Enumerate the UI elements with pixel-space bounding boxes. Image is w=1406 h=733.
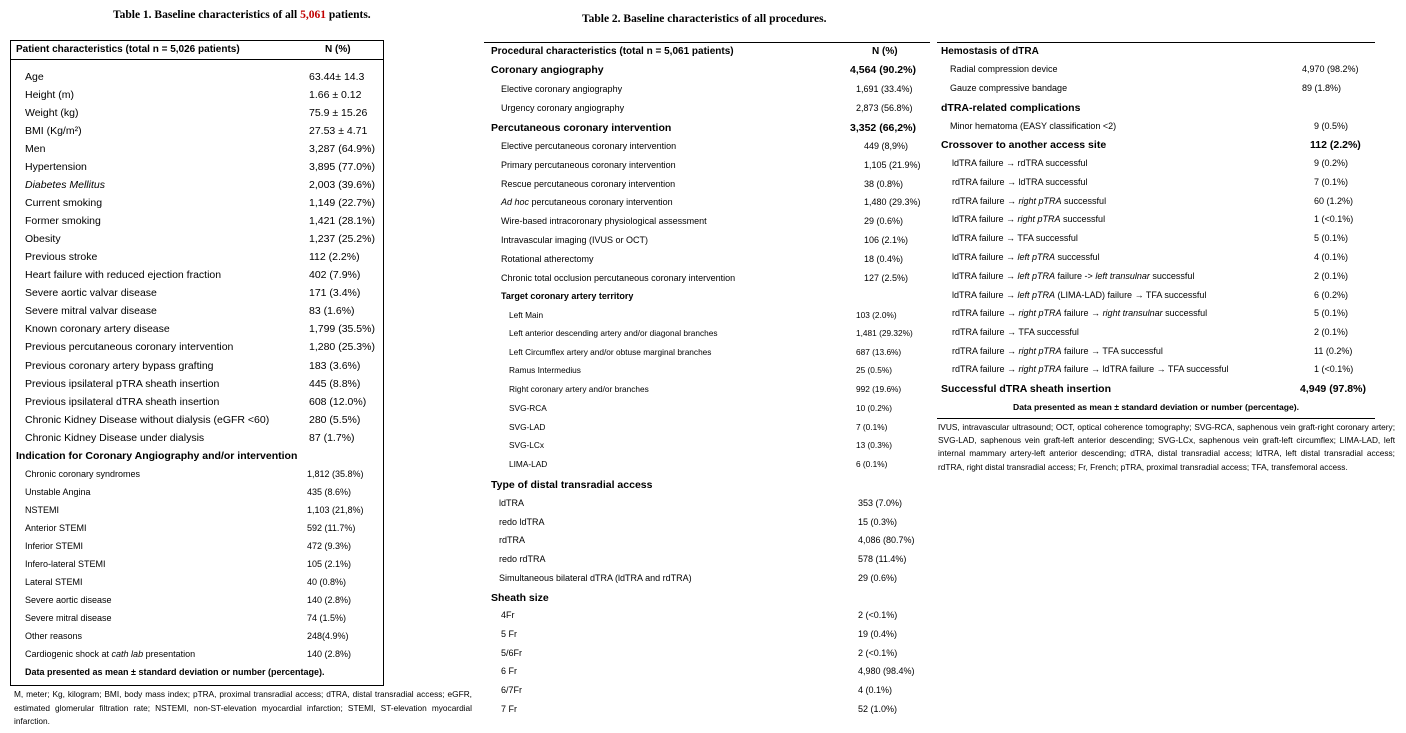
table1-indication-row — [11, 557, 383, 574]
table1-row — [11, 142, 383, 159]
table3-crossover-row-label: ldTRA failure → left pTRA (LIMA-LAD) failure → TFA successful — [952, 290, 1207, 300]
table1-row-label: Previous coronary artery bypass grafting — [25, 360, 214, 372]
table1-row — [11, 160, 383, 177]
table1-row-label: Height (m) — [25, 89, 75, 101]
table1-row-label: Severe aortic valvar disease — [25, 287, 157, 299]
table1-row-value: 1,149 (22.7%) — [309, 197, 375, 209]
table2-territory-row-label: Left Circumflex artery and/or obtuse marginal branches — [509, 347, 712, 357]
table1-indication-row-value: 1,103 (21,8%) — [307, 505, 364, 515]
table2-territory-row-value: 1,481 (29.32%) — [856, 328, 913, 338]
table1-row-value: 112 (2.2%) — [309, 251, 360, 263]
table2-territory-row-label: LIMA-LAD — [509, 459, 548, 469]
table1-indication-row-value: 105 (2.1%) — [307, 559, 352, 569]
table1-indication-row — [11, 611, 383, 628]
table1-row — [11, 304, 383, 321]
table2-territory-row-value: 13 (0.3%) — [856, 440, 892, 450]
table3-crossover-row-label: rdTRA failure → ldTRA successful — [952, 177, 1088, 187]
table2-sheath-row-value: 4 (0.1%) — [858, 685, 893, 695]
table3-complications-row-value: 9 (0.5%) — [1314, 121, 1349, 131]
table2-access-row-label: redo ldTRA — [499, 517, 545, 527]
table3-hemostasis-header-label: Hemostasis of dTRA — [941, 46, 1039, 57]
table1-indication-row-label: Lateral STEMI — [25, 577, 83, 587]
table2-pci-row-label: Intravascular imaging (IVUS or OCT) — [501, 235, 649, 245]
table1-indication-row — [11, 485, 383, 502]
table1-row — [11, 124, 383, 141]
table2-sheath-row-label: 5 Fr — [501, 629, 518, 639]
table1-row-value: 608 (12.0%) — [309, 396, 367, 408]
table3-crossover-row-label: rdTRA failure → right pTRA failure → right transulnar successful — [952, 308, 1208, 318]
table2-sheath-row-label: 4Fr — [501, 610, 515, 620]
table2-section-angiography-value: 4,564 (90.2%) — [850, 64, 916, 76]
table3-crossover-row-label: rdTRA failure → right pTRA failure → ldTRA failure → TFA successful — [952, 364, 1229, 374]
table2-access-row-label: Simultaneous bilateral dTRA (ldTRA and rdTRA) — [499, 573, 692, 583]
table1-indication-row — [11, 629, 383, 646]
table1-row-value: 3,287 (64.9%) — [309, 143, 375, 155]
table3-hemostasis-row-value: 4,970 (98.2%) — [1302, 64, 1359, 74]
table3-crossover-value: 112 (2.2%) — [1310, 139, 1361, 151]
table2-territory-row-label: Right coronary artery and/or branches — [509, 384, 649, 394]
table1-footnote: M, meter; Kg, kilogram; BMI, body mass index; pTRA, proximal transradial access; dTRA, distal transradial access; eGFR, estimated glomerular filtration rate; NSTEMI, non-ST-elevation myocardial infarction; STEMI, ST-elevation myocardial infarction. — [14, 689, 472, 726]
table1-row — [11, 413, 383, 430]
table1-indication-row-value: 435 (8.6%) — [307, 487, 352, 497]
table3-complications-row-label: Minor hematoma (EASY classification <2) — [950, 121, 1117, 131]
table1-row-label: Current smoking — [25, 197, 103, 209]
table1-row-label: Severe mitral valvar disease — [25, 305, 157, 317]
table1-row-label: Previous ipsilateral dTRA sheath insertion — [25, 396, 220, 408]
table1-row-value: 1,280 (25.3%) — [309, 341, 375, 353]
table3-crossover-row-value: 4 (0.1%) — [1314, 252, 1349, 262]
table1-column-value: N (%) — [325, 44, 351, 55]
table1-row-value: 2,003 (39.6%) — [309, 179, 375, 191]
table2-pci-row-label: Rescue percutaneous coronary intervention — [501, 179, 676, 189]
table1-row — [11, 340, 383, 357]
table2-pci-row-value: 29 (0.6%) — [864, 216, 904, 226]
table3-hemostasis-row-label: Gauze compressive bandage — [950, 83, 1068, 93]
table1-row-value: 402 (7.9%) — [309, 269, 361, 281]
table1-indication-row-label: Severe aortic disease — [25, 595, 112, 605]
table2-territory-row-label: SVG-RCA — [509, 403, 547, 413]
table3-note-label: Data presented as mean ± standard deviation or number (percentage). — [1013, 402, 1299, 412]
table2-section-pci-value: 3,352 (66,2%) — [850, 122, 916, 134]
table2-title: Table 2. Baseline characteristics of all procedures. — [582, 13, 827, 25]
table1-row-value: 83 (1.6%) — [309, 305, 355, 317]
table1 — [10, 40, 384, 686]
table1-row — [11, 395, 383, 412]
table3-crossover-row-label: ldTRA failure → TFA successful — [952, 233, 1078, 243]
table1-row-label: Previous percutaneous coronary intervention — [25, 341, 234, 353]
table2-sheath-row-label: 6 Fr — [501, 666, 518, 676]
table1-row-value: 87 (1.7%) — [309, 432, 355, 444]
table1-indication-row-label: Infero-lateral STEMI — [25, 559, 106, 569]
table2-sheath-row-value: 19 (0.4%) — [858, 629, 898, 639]
table2-sheath-row-value: 2 (<0.1%) — [858, 648, 898, 658]
table3-crossover-row-value: 1 (<0.1%) — [1314, 214, 1354, 224]
table1-title: Table 1. Baseline characteristics of all 5,061 patients. — [113, 9, 371, 21]
table1-row-label: Chronic Kidney Disease under dialysis — [25, 432, 205, 444]
table3-crossover-row-value: 1 (<0.1%) — [1314, 364, 1354, 374]
table3-crossover-row-label: ldTRA failure → left pTRA failure -> left transulnar successful — [952, 271, 1195, 281]
table3-crossover-row-value: 9 (0.2%) — [1314, 158, 1349, 168]
table3-bottom-rule — [937, 418, 1375, 419]
table3-crossover-row-label: rdTRA failure → TFA successful — [952, 327, 1079, 337]
table1-row — [11, 377, 383, 394]
table2-pci-row-label: Wire-based intracoronary physiological assessment — [501, 216, 707, 226]
table1-row-value: 280 (5.5%) — [309, 414, 361, 426]
table3-complications-header-label: dTRA-related complications — [941, 102, 1081, 114]
table2-sheath-row-label: 5/6Fr — [501, 648, 523, 658]
table1-row — [11, 431, 383, 448]
table1-row — [11, 232, 383, 249]
table2-territory-row-value: 103 (2.0%) — [856, 310, 897, 320]
table2-pci-row-value: 106 (2.1%) — [864, 235, 909, 245]
table1-row — [11, 70, 383, 87]
table2-access-row-value: 15 (0.3%) — [858, 517, 898, 527]
table1-indication-row — [11, 593, 383, 610]
table1-row-value: 1,421 (28.1%) — [309, 215, 375, 227]
table1-indication-row — [11, 539, 383, 556]
table1-row-label: Men — [25, 143, 46, 155]
table1-row-label: Weight (kg) — [25, 107, 79, 119]
table1-row-value: 183 (3.6%) — [309, 360, 361, 372]
table1-row — [11, 250, 383, 267]
table1-indication-row-label: Anterior STEMI — [25, 523, 87, 533]
table1-row-value: 171 (3.4%) — [309, 287, 361, 299]
table2-territory-row-value: 687 (13.6%) — [856, 347, 902, 357]
table1-row-value: 63.44± 14.3 — [309, 71, 365, 83]
table2-access-row-value: 578 (11.4%) — [858, 554, 907, 564]
table2-pci-row-value: 38 (0.8%) — [864, 179, 904, 189]
table3-successful-label: Successful dTRA sheath insertion — [941, 383, 1111, 395]
table2-angio-row-label: Elective coronary angiography — [501, 84, 623, 94]
table2-pci-row-value: 127 (2.5%) — [864, 273, 909, 283]
table1-indication-row-label: Other reasons — [25, 631, 83, 641]
table1-row — [11, 322, 383, 339]
table1-indication-row-value: 140 (2.8%) — [307, 595, 352, 605]
table1-row-label: Previous stroke — [25, 251, 98, 263]
table1-row-label: Age — [25, 71, 44, 83]
table3-footnote: IVUS, intravascular ultrasound; OCT, optical coherence tomography; SVG-RCA, saphenous vein graft-right coronary artery; SVG-LAD, saphenous vein graft-left anterior descending; SVG-LCx, saphenous vein graft-left circumflex; LIMA-LAD, left internal mammary artery-left anterior descending; dTRA, distal transradial access; ldTRA, left distal transradial access; rdTRA, right distal transradial access; Fr, French; pTRA, proximal transradial access; TFA, transfemoral access. — [938, 422, 1395, 472]
table1-header — [11, 41, 383, 60]
table2-access-row-value: 353 (7.0%) — [858, 498, 903, 508]
table1-row-value: 445 (8.8%) — [309, 378, 361, 390]
table2-territory-header-label: Target coronary artery territory — [501, 291, 634, 301]
table1-row-value: 75.9 ± 15.26 — [309, 107, 368, 119]
table1-row-label: Hypertension — [25, 161, 87, 173]
table2-access-row-value: 4,086 (80.7%) — [858, 535, 915, 545]
table2-sheath-row-label: 6/7Fr — [501, 685, 523, 695]
table2-territory-row-value: 25 (0.5%) — [856, 365, 892, 375]
table2-pci-row-label: Chronic total occlusion percutaneous coronary intervention — [501, 273, 736, 283]
table3-crossover-row-value: 5 (0.1%) — [1314, 308, 1349, 318]
table2-sheath-row-value: 2 (<0.1%) — [858, 610, 898, 620]
table2-access-row-value: 29 (0.6%) — [858, 573, 898, 583]
table3-crossover-row-label: ldTRA failure → right pTRA successful — [952, 214, 1106, 224]
table1-row-label: Former smoking — [25, 215, 101, 227]
table1-indication-row — [11, 647, 383, 664]
table3-crossover-row-value: 11 (0.2%) — [1314, 346, 1353, 356]
table2-header-label: Procedural characteristics (total n = 5,061 patients) — [491, 46, 734, 57]
table1-indication-row — [11, 467, 383, 484]
table1-row-label: Chronic Kidney Disease without dialysis (eGFR <60) — [25, 414, 270, 426]
table1-row-label: BMI (Kg/m²) — [25, 125, 82, 137]
table1-row-value: 1,237 (25.2%) — [309, 233, 375, 245]
table2-pci-row-value: 18 (0.4%) — [864, 254, 904, 264]
table2-territory-row-label: SVG-LCx — [509, 440, 545, 450]
table1-indication-row-label: Unstable Angina — [25, 487, 91, 497]
table2-territory-row-label: Ramus Intermedius — [509, 365, 581, 375]
table2-territory-row-value: 7 (0.1%) — [856, 422, 888, 432]
table1-row — [11, 268, 383, 285]
table3-hemostasis-row-label: Radial compression device — [950, 64, 1058, 74]
table1-indication-row-value: 140 (2.8%) — [307, 649, 352, 659]
table2-pci-row-label: Elective percutaneous coronary intervention — [501, 141, 677, 151]
table1-indication-header-label: Indication for Coronary Angiography and/or intervention — [16, 450, 298, 462]
table3-crossover-row-value: 5 (0.1%) — [1314, 233, 1349, 243]
table2-angio-row-label: Urgency coronary angiography — [501, 103, 625, 113]
table2-angio-row-value: 1,691 (33.4%) — [856, 84, 913, 94]
table2-territory-row-value: 6 (0.1%) — [856, 459, 888, 469]
table2-pci-row-label: Primary percutaneous coronary intervention — [501, 160, 676, 170]
table1-note-label: Data presented as mean ± standard deviation or number (percentage). — [25, 667, 325, 677]
table2-pci-row-value: 449 (8,9%) — [864, 141, 909, 151]
table1-indication-row-label: Cardiogenic shock at cath lab presentation — [25, 649, 196, 659]
table1-indication-row — [11, 503, 383, 520]
table2-territory-row-label: Left Main — [509, 310, 544, 320]
table1-row-label: Diabetes Mellitus — [25, 179, 105, 191]
table3-crossover-row-label: ldTRA failure → left pTRA successful — [952, 252, 1100, 262]
table2-section-angiography-label: Coronary angiography — [491, 64, 604, 76]
table2-access-row-label: redo rdTRA — [499, 554, 546, 564]
table3-crossover-row-label: ldTRA failure → rdTRA successful — [952, 158, 1088, 168]
table2-sheath-row-value: 52 (1.0%) — [858, 704, 898, 714]
table1-row-value: 3,895 (77.0%) — [309, 161, 375, 173]
table3-hemostasis-row-value: 89 (1.8%) — [1302, 83, 1342, 93]
table2-sheath-header-label: Sheath size — [491, 592, 549, 604]
table1-row — [11, 286, 383, 303]
table1-row-label: Obesity — [25, 233, 61, 245]
table2-pci-row-label: Rotational atherectomy — [501, 254, 594, 264]
table1-indication-row-value: 592 (11.7%) — [307, 523, 356, 533]
table2-pci-row-value: 1,480 (29.3%) — [864, 197, 921, 207]
table1-column-label: Patient characteristics (total n = 5,026 patients) — [16, 44, 240, 55]
table1-indication-row-value: 248(4.9%) — [307, 631, 349, 641]
table1-row-value: 1,799 (35.5%) — [309, 323, 375, 335]
table2-access-header-label: Type of distal transradial access — [491, 479, 653, 491]
table1-indication-row-value: 74 (1.5%) — [307, 613, 347, 623]
table1-row — [11, 178, 383, 195]
table1-indication-row — [11, 575, 383, 592]
table1-indication-row-value: 40 (0.8%) — [307, 577, 347, 587]
table3-crossover-row-value: 60 (1.2%) — [1314, 196, 1354, 206]
table3-top-rule — [937, 42, 1375, 43]
table3-crossover-row-value: 2 (0.1%) — [1314, 271, 1349, 281]
table2-access-row-label: rdTRA — [499, 535, 526, 545]
table2-pci-row-value: 1,105 (21.9%) — [864, 160, 921, 170]
table1-row — [11, 214, 383, 231]
table2-top-rule — [484, 42, 930, 43]
table3-crossover-row-value: 2 (0.1%) — [1314, 327, 1349, 337]
table2-header-value: N (%) — [872, 46, 898, 57]
table2-pci-row-label: Ad hoc percutaneous coronary intervention — [501, 197, 673, 207]
table1-indication-row-label: NSTEMI — [25, 505, 60, 515]
table1-row — [11, 196, 383, 213]
table2-territory-row-value: 992 (19.6%) — [856, 384, 902, 394]
table2-angio-row-value: 2,873 (56.8%) — [856, 103, 913, 113]
table1-indication-row-label: Severe mitral disease — [25, 613, 112, 623]
table3-crossover-row-label: rdTRA failure → right pTRA failure → TFA successful — [952, 346, 1163, 356]
table2-territory-row-value: 10 (0.2%) — [856, 403, 892, 413]
table1-indication-row — [11, 521, 383, 538]
table1-indication-row-value: 472 (9.3%) — [307, 541, 352, 551]
table3-crossover-label: Crossover to another access site — [941, 139, 1107, 151]
table3-crossover-row-value: 6 (0.2%) — [1314, 290, 1349, 300]
table1-row-label: Heart failure with reduced ejection fraction — [25, 269, 222, 281]
table2-territory-row-label: Left anterior descending artery and/or diagonal branches — [509, 328, 718, 338]
table1-row — [11, 88, 383, 105]
table1-row-value: 1.66 ± 0.12 — [309, 89, 362, 101]
table2-section-pci-label: Percutaneous coronary intervention — [491, 122, 672, 134]
table1-row-label: Known coronary artery disease — [25, 323, 170, 335]
table1-indication-row-label: Chronic coronary syndromes — [25, 469, 141, 479]
table3-crossover-row-value: 7 (0.1%) — [1314, 177, 1349, 187]
table3-successful-value: 4,949 (97.8%) — [1300, 383, 1366, 395]
table1-row — [11, 106, 383, 123]
table2-sheath-row-value: 4,980 (98.4%) — [858, 666, 915, 676]
table1-indication-row-label: Inferior STEMI — [25, 541, 84, 551]
table1-row-value: 27.53 ± 4.71 — [309, 125, 368, 137]
table2-territory-row-label: SVG-LAD — [509, 422, 546, 432]
table1-indication-row-value: 1,812 (35.8%) — [307, 469, 364, 479]
table1-row — [11, 359, 383, 376]
table2-sheath-row-label: 7 Fr — [501, 704, 518, 714]
table3-crossover-row-label: rdTRA failure → right pTRA successful — [952, 196, 1107, 206]
table1-row-label: Previous ipsilateral pTRA sheath insertion — [25, 378, 220, 390]
table2-access-row-label: ldTRA — [499, 498, 525, 508]
